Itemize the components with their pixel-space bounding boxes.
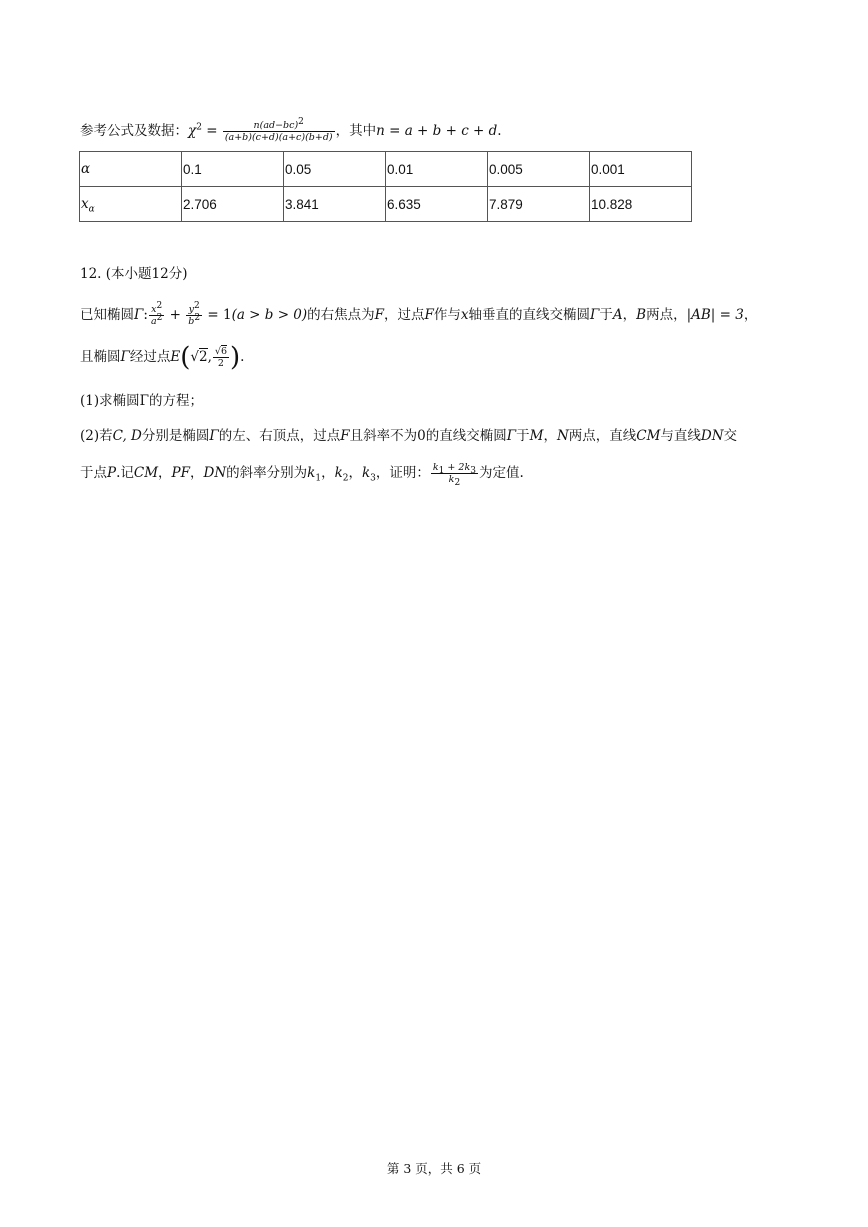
- formula-tail-end: .: [497, 123, 502, 139]
- k-ratio-fraction: $\frac{k_1 + 2k_3}{k_2}$: [432, 462, 476, 488]
- critical-value-table: [79, 151, 692, 222]
- question-2-line-2: 于点P.记CM，PF，DN的斜率分别为$k_1$，$k_2$，$k_3$，证明： $\frac{k_1 + 2k_3}{k_2}$ 为定值.: [80, 462, 524, 488]
- y-over-b-fraction: $\frac{y^2}{b^2}$: [188, 300, 201, 327]
- equals: =: [201, 123, 222, 139]
- question-1: (1)求椭圆Γ的方程；: [80, 393, 203, 409]
- table-cell: 10.828: [590, 187, 692, 222]
- table-row: [80, 187, 692, 222]
- table-cell: 3.841: [284, 187, 386, 222]
- sqrt6-over-2-fraction: $\frac{√6}{2}$: [214, 346, 227, 369]
- point-E-coordinates: (: [180, 342, 191, 373]
- problem-line-2: 且椭圆Γ经过点E(√2, $\frac{√6}{2}$ ).: [80, 342, 245, 373]
- formula-tail-math: n = a + b + c + d: [376, 123, 498, 139]
- page-footer: 第 3 页，共 6 页: [386, 1161, 482, 1176]
- table-cell: 0.1: [182, 152, 284, 187]
- formula-tail-prefix: ，其中: [335, 123, 377, 139]
- table-cell: 0.005: [488, 152, 590, 187]
- table-row: [80, 152, 692, 187]
- chi-fraction: $\frac{n(ad-bc)^2}{(a+b)(c+d)(a+c)(b+d)}$: [224, 116, 333, 143]
- table-cell: 7.879: [488, 187, 590, 222]
- table-header-alpha: α: [80, 152, 182, 187]
- table-cell: 0.01: [386, 152, 488, 187]
- problem-line-1: 已知椭圆Γ: $\frac{x^2}{a^2}$ + $\frac{y^2}{b^2}$ = 1(a > b > 0)的右焦点为F，过点F作与x轴垂直的直线交椭圆Γ于A，B两点，|AB| = 3，: [80, 300, 758, 327]
- formula-lead: 参考公式及数据：: [80, 123, 188, 139]
- table-cell: 0.001: [590, 152, 692, 187]
- table-cell: 6.635: [386, 187, 488, 222]
- question-2-line-1: (2)若C, D分别是椭圆Γ的左、右顶点，过点F且斜率不为0的直线交椭圆Γ于M，N两点，直线CM与直线DN交: [80, 428, 738, 444]
- table-cell: 0.05: [284, 152, 386, 187]
- problem-number: 12. (本小题12分): [80, 266, 188, 282]
- x-over-a-fraction: $\frac{x^2}{a^2}$: [150, 300, 163, 327]
- formula-line: [80, 116, 502, 143]
- table-cell: 2.706: [182, 187, 284, 222]
- table-header-x-alpha: $x_\alpha$: [80, 187, 182, 222]
- chi-symbol: $\chi^2$: [188, 122, 202, 139]
